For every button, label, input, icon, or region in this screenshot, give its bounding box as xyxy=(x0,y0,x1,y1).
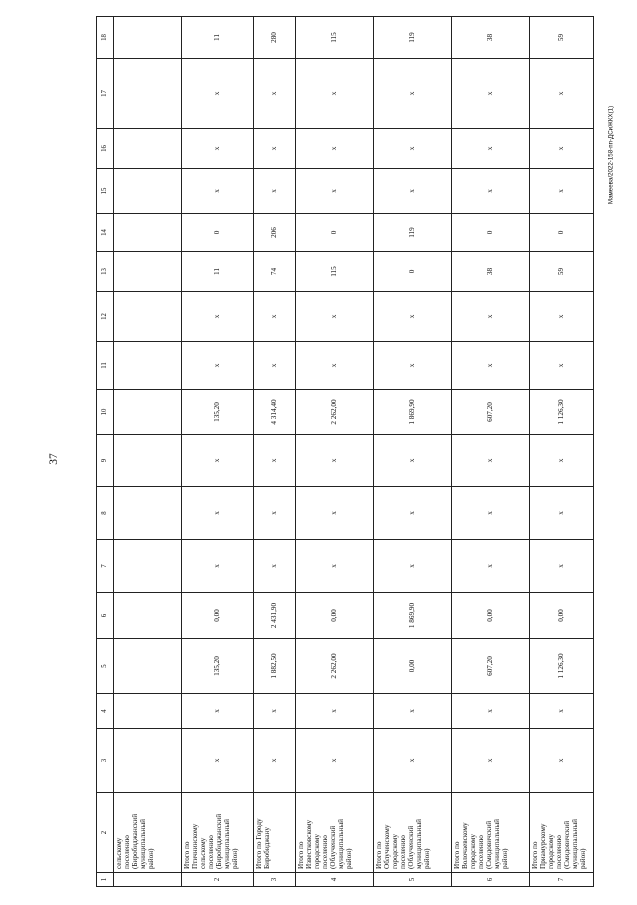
table-cell xyxy=(114,169,182,214)
table-row xyxy=(452,17,530,887)
row-index-cell: 3 xyxy=(254,873,296,887)
table-cell: x xyxy=(296,129,374,169)
document-code xyxy=(596,60,626,250)
table-row xyxy=(114,17,182,887)
table-body xyxy=(114,17,594,887)
table-cell: 11 xyxy=(182,17,254,59)
page-number: 37 xyxy=(48,453,60,465)
table-cell: x xyxy=(182,729,254,793)
table-cell: 1 869,90 xyxy=(374,390,452,435)
table-cell: x xyxy=(296,342,374,390)
table-cell: 0,00 xyxy=(452,593,530,639)
row-index-cell: 6 xyxy=(452,873,530,887)
column-number: 9 xyxy=(97,435,114,487)
territory-name-cell: Итого по Известковскому городскому поселению (Облученский муниципальный район) xyxy=(296,793,374,873)
table-cell: x xyxy=(530,435,594,487)
table-cell: x xyxy=(254,435,296,487)
column-number: 17 xyxy=(97,59,114,129)
column-number: 5 xyxy=(97,639,114,694)
column-number: 1 xyxy=(97,873,114,887)
table-cell: 119 xyxy=(374,17,452,59)
table-cell: x xyxy=(374,292,452,342)
table-cell: x xyxy=(182,169,254,214)
table-cell: x xyxy=(530,729,594,793)
table-cell: 38 xyxy=(452,252,530,292)
table-row xyxy=(182,17,254,887)
row-index-cell xyxy=(114,873,182,887)
table-cell: 1 126,30 xyxy=(530,390,594,435)
table-cell: 0 xyxy=(530,214,594,252)
table-cell: x xyxy=(374,129,452,169)
territory-name-cell: Итого по Птичнинскому сельскому поселению (Биробиджанский муниципальный район) xyxy=(182,793,254,873)
table-cell: 1 882,50 xyxy=(254,639,296,694)
territory-name-cell: Итого по Приамурскому городскому поселению (Смидовичский муниципальный район) xyxy=(530,793,594,873)
table-cell: x xyxy=(254,694,296,729)
table-cell: 1 869,90 xyxy=(374,593,452,639)
column-number: 3 xyxy=(97,729,114,793)
table-cell xyxy=(114,214,182,252)
table-cell: x xyxy=(452,342,530,390)
table-cell: x xyxy=(452,487,530,540)
document-code-text: Мамеева/2022-158-пп-ДСиЖКХ(1) xyxy=(607,105,615,205)
table-cell: x xyxy=(182,694,254,729)
column-number-row xyxy=(97,17,114,887)
table-cell: x xyxy=(374,487,452,540)
table-row xyxy=(530,17,594,887)
row-index-cell: 5 xyxy=(374,873,452,887)
table-cell xyxy=(114,487,182,540)
table-cell: 135,20 xyxy=(182,639,254,694)
table-cell: 280 xyxy=(254,17,296,59)
table-cell: 1 126,30 xyxy=(530,639,594,694)
table-cell: x xyxy=(530,487,594,540)
table-cell: x xyxy=(374,435,452,487)
table-cell xyxy=(114,342,182,390)
table-cell xyxy=(114,694,182,729)
table-cell: x xyxy=(296,540,374,593)
column-number: 10 xyxy=(97,390,114,435)
table-cell: 59 xyxy=(530,252,594,292)
table-cell: x xyxy=(296,292,374,342)
table-cell xyxy=(114,435,182,487)
table-cell: x xyxy=(296,59,374,129)
table-cell: 115 xyxy=(296,252,374,292)
table-cell: x xyxy=(530,342,594,390)
table-cell xyxy=(114,252,182,292)
table-cell: 38 xyxy=(452,17,530,59)
table-cell: x xyxy=(296,435,374,487)
table-cell xyxy=(114,729,182,793)
column-number: 12 xyxy=(97,292,114,342)
table-cell: 115 xyxy=(296,17,374,59)
table-cell: x xyxy=(254,729,296,793)
table-cell: x xyxy=(296,487,374,540)
table-cell: x xyxy=(374,694,452,729)
table-cell: x xyxy=(452,540,530,593)
table-cell: x xyxy=(530,59,594,129)
territory-name-cell: Итого по Волочаевскому городскому поселению (Смидовичский муниципальный район) xyxy=(452,793,530,873)
column-number: 11 xyxy=(97,342,114,390)
table-cell: x xyxy=(374,540,452,593)
table-cell xyxy=(114,292,182,342)
table-cell xyxy=(114,390,182,435)
table-cell: x xyxy=(296,729,374,793)
table-cell: 0 xyxy=(296,214,374,252)
table-row xyxy=(254,17,296,887)
table-cell xyxy=(114,593,182,639)
table-cell: x xyxy=(530,292,594,342)
table-cell: 0 xyxy=(182,214,254,252)
table-cell: x xyxy=(254,129,296,169)
table-cell: x xyxy=(182,487,254,540)
column-number: 8 xyxy=(97,487,114,540)
table-cell: x xyxy=(452,169,530,214)
table-cell: 2 262,00 xyxy=(296,639,374,694)
table-cell: x xyxy=(374,342,452,390)
table-cell: 607,20 xyxy=(452,390,530,435)
table-cell: x xyxy=(530,694,594,729)
table-cell: x xyxy=(182,342,254,390)
table-cell: x xyxy=(452,435,530,487)
table-cell: x xyxy=(530,129,594,169)
rotated-table xyxy=(96,17,588,887)
column-number: 2 xyxy=(97,793,114,873)
territory-name-cell: Итого по Облученскому городскому поселению (Облученский муниципальный район) xyxy=(374,793,452,873)
table-cell: x xyxy=(530,169,594,214)
table-cell xyxy=(114,540,182,593)
table-cell: 0,00 xyxy=(374,639,452,694)
territory-name-cell: Итого по Городу Биробиджану xyxy=(254,793,296,873)
table-cell: 11 xyxy=(182,252,254,292)
table-row xyxy=(374,17,452,887)
table-cell: x xyxy=(182,59,254,129)
table-cell: x xyxy=(374,729,452,793)
table-cell: 0,00 xyxy=(296,593,374,639)
column-number: 16 xyxy=(97,129,114,169)
column-number: 4 xyxy=(97,694,114,729)
table-cell: x xyxy=(452,59,530,129)
column-number: 14 xyxy=(97,214,114,252)
row-index-cell: 2 xyxy=(182,873,254,887)
table-row xyxy=(296,17,374,887)
table-cell: x xyxy=(452,292,530,342)
table-cell: x xyxy=(374,59,452,129)
table-cell xyxy=(114,129,182,169)
table-cell: x xyxy=(254,292,296,342)
table-cell: x xyxy=(182,540,254,593)
column-number: 18 xyxy=(97,17,114,59)
table-cell: x xyxy=(374,169,452,214)
table-cell: x xyxy=(182,129,254,169)
table-cell: 206 xyxy=(254,214,296,252)
table-cell xyxy=(114,17,182,59)
table-cell: x xyxy=(254,342,296,390)
table-cell: 135,20 xyxy=(182,390,254,435)
table-cell: x xyxy=(182,435,254,487)
row-index-cell: 4 xyxy=(296,873,374,887)
table-cell: 0 xyxy=(452,214,530,252)
table-cell: x xyxy=(296,169,374,214)
table-cell: x xyxy=(254,169,296,214)
column-number: 13 xyxy=(97,252,114,292)
table-cell xyxy=(114,639,182,694)
table-cell: 0 xyxy=(374,252,452,292)
table-cell: 0,00 xyxy=(182,593,254,639)
table-cell: 607,20 xyxy=(452,639,530,694)
table-cell: 0,00 xyxy=(530,593,594,639)
table-cell: 59 xyxy=(530,17,594,59)
table-cell: x xyxy=(452,729,530,793)
table-cell: 2 431,90 xyxy=(254,593,296,639)
table-cell: 4 314,40 xyxy=(254,390,296,435)
table-cell: x xyxy=(254,540,296,593)
table-cell: 2 262,00 xyxy=(296,390,374,435)
table-cell: x xyxy=(254,487,296,540)
data-table xyxy=(96,16,594,887)
table-cell: x xyxy=(296,694,374,729)
territory-name-cell: сельскому поселению (Биробиджанский муниципальный район) xyxy=(114,793,182,873)
row-index-cell: 7 xyxy=(530,873,594,887)
table-cell: x xyxy=(530,540,594,593)
column-number: 15 xyxy=(97,169,114,214)
table-cell: x xyxy=(182,292,254,342)
table-cell xyxy=(114,59,182,129)
table-cell: 119 xyxy=(374,214,452,252)
table-cell: 74 xyxy=(254,252,296,292)
table-container xyxy=(96,17,588,887)
table-cell: x xyxy=(452,129,530,169)
column-number: 6 xyxy=(97,593,114,639)
table-cell: x xyxy=(254,59,296,129)
table-cell: x xyxy=(452,694,530,729)
column-number: 7 xyxy=(97,540,114,593)
